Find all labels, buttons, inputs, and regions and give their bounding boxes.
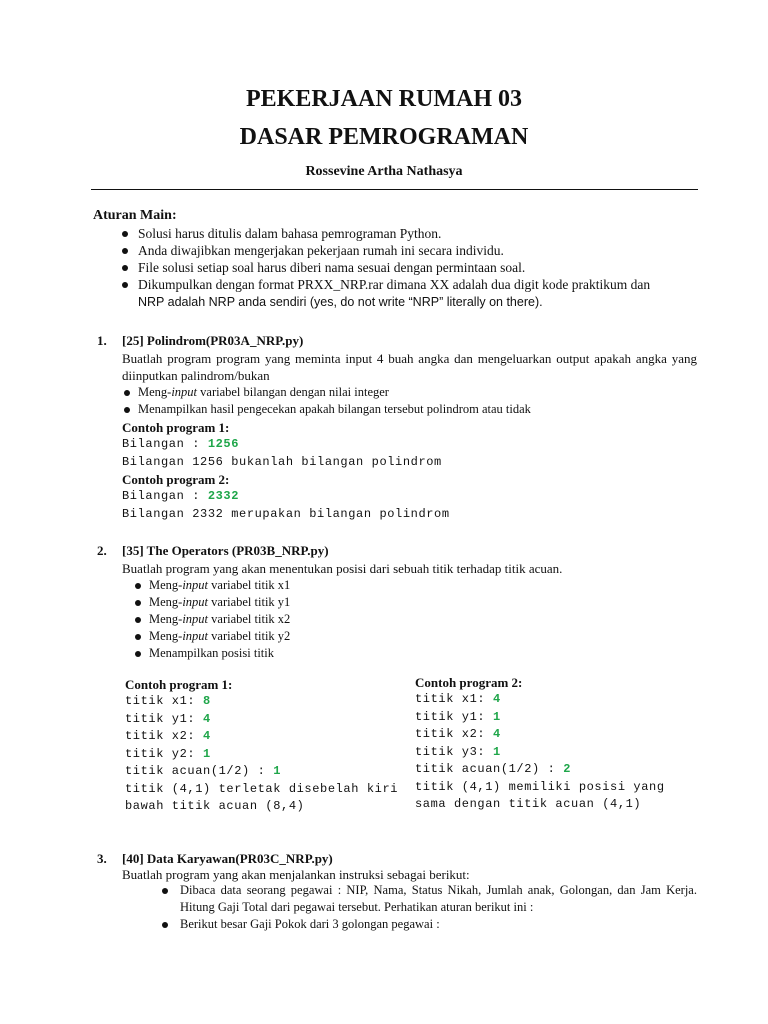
list-item: Menampilkan hasil pengecekan apakah bilangan tersebut polindrom atau tidak xyxy=(122,401,697,418)
bullet-icon xyxy=(135,651,141,657)
code-line: titik y1: 1 xyxy=(415,709,501,724)
bullet-icon xyxy=(122,231,128,237)
question-1-number: 1. xyxy=(97,333,107,348)
example-label: Contoh program 1: xyxy=(122,420,230,435)
input-value: 4 xyxy=(203,711,211,726)
question-2-title: [35] The Operators (PR03B_NRP.py) xyxy=(122,543,329,558)
code-line: Bilangan : 2332 xyxy=(122,489,240,503)
code-line: titik y1: 4 xyxy=(125,711,211,726)
code-line: Bilangan 2332 merupakan bilangan polindrom xyxy=(122,506,450,521)
input-value: 8 xyxy=(203,694,211,708)
bullet-icon xyxy=(135,600,141,606)
input-value: 1 xyxy=(203,746,211,761)
question-3-number: 3. xyxy=(97,851,107,866)
bullet-icon xyxy=(162,922,168,928)
list-item: Meng-input variabel titik y2 xyxy=(133,628,633,645)
bullet-icon xyxy=(124,407,130,413)
list-item: Dibaca data seorang pegawai : NIP, Nama, Status Nikah, Jumlah anak, Golongan, dan Jam Kerja. Hitung Gaji Total dari pegawai tersebut. Perhatikan aturan berikut ini : xyxy=(160,882,697,916)
rule-item: File solusi setiap soal harus diberi nama sesuai dengan permintaan soal. xyxy=(120,259,680,276)
question-2-bullets xyxy=(133,577,633,662)
list-item: Meng-input variabel titik y1 xyxy=(133,594,633,611)
code-line: titik x2: 4 xyxy=(415,727,501,741)
list-item: Meng-input variabel bilangan dengan nilai integer xyxy=(122,384,697,401)
question-2-example-2 xyxy=(415,674,695,814)
rule-item: Solusi harus ditulis dalam bahasa pemrograman Python. xyxy=(120,225,680,242)
question-1-description: Buatlah program program yang meminta input 4 buah angka dan mengeluarkan output apakah angka yang diinputkan palindrom/bukan xyxy=(122,351,697,383)
example-label: Contoh program 2: xyxy=(122,472,230,487)
code-line: Bilangan : 1256 xyxy=(122,437,240,451)
input-value: 2 xyxy=(563,762,572,776)
question-3-description: Buatlah program yang akan menjalankan instruksi sebagai berikut: xyxy=(122,867,470,882)
input-value: 4 xyxy=(203,729,211,743)
example-label: Contoh program 2: xyxy=(415,675,523,690)
input-value: 1 xyxy=(493,744,501,759)
code-line: bawah titik acuan (8,4) xyxy=(125,799,305,813)
document-subtitle: DASAR PEMROGRAMAN xyxy=(239,124,529,150)
question-2-example-1 xyxy=(125,676,405,816)
bullet-icon xyxy=(135,583,141,589)
input-value: 4 xyxy=(493,727,501,741)
code-line: titik x1: 8 xyxy=(125,694,211,708)
question-2-description: Buatlah program yang akan menentukan posisi dari sebuah titik terhadap titik acuan. xyxy=(122,561,563,576)
bullet-icon xyxy=(124,390,130,396)
bullet-icon xyxy=(122,282,128,288)
code-line: titik (4,1) memiliki posisi yang xyxy=(415,779,665,794)
input-value: 2332 xyxy=(207,489,240,503)
document-title: PEKERJAAN RUMAH 03 xyxy=(246,86,522,112)
rule-item-continuation: NRP adalah NRP anda sendiri (yes, do not write “NRP” literally on there). xyxy=(138,295,543,309)
list-item: Meng-input variabel titik x1 xyxy=(133,577,633,594)
bullet-icon xyxy=(135,617,141,623)
list-item: Menampilkan posisi titik xyxy=(133,645,633,662)
rules-heading: Aturan Main: xyxy=(93,208,177,223)
code-line: titik (4,1) terletak disebelah kiri xyxy=(125,781,399,796)
example-label: Contoh program 1: xyxy=(125,677,233,692)
question-1-bullets xyxy=(122,384,697,418)
code-line: titik acuan(1/2) : 1 xyxy=(125,764,282,778)
rules-list xyxy=(120,225,680,311)
code-line: titik acuan(1/2) : 2 xyxy=(415,762,572,776)
input-value: 1 xyxy=(273,764,282,778)
code-line: titik y2: 1 xyxy=(125,746,211,761)
question-1-examples xyxy=(122,419,697,523)
code-line: sama dengan titik acuan (4,1) xyxy=(415,797,642,811)
rule-item: Dikumpulkan dengan format PRXX_NRP.rar dimana XX adalah dua digit kode praktikum dan NRP adalah NRP anda sendiri (yes, do not write “NRP” literally on there). xyxy=(120,276,680,311)
bullet-icon xyxy=(122,265,128,271)
bullet-icon xyxy=(162,888,168,894)
question-2-number: 2. xyxy=(97,543,107,558)
code-line: titik y3: 1 xyxy=(415,744,501,759)
question-3-bullets xyxy=(160,882,697,933)
author-name: Rossevine Artha Nathasya xyxy=(305,164,463,179)
list-item: Berikut besar Gaji Pokok dari 3 golongan pegawai : xyxy=(160,916,697,933)
question-3-title: [40] Data Karyawan(PR03C_NRP.py) xyxy=(122,851,333,866)
question-1-title: [25] Polindrom(PR03A_NRP.py) xyxy=(122,333,304,348)
list-item: Meng-input variabel titik x2 xyxy=(133,611,633,628)
bullet-icon xyxy=(135,634,141,640)
code-line: titik x2: 4 xyxy=(125,729,211,743)
input-value: 1 xyxy=(493,709,501,724)
bullet-icon xyxy=(122,248,128,254)
code-line: Bilangan 1256 bukanlah bilangan polindrom xyxy=(122,454,442,469)
rule-item: Anda diwajibkan mengerjakan pekerjaan rumah ini secara individu. xyxy=(120,242,680,259)
input-value: 1256 xyxy=(207,437,240,451)
code-line: titik x1: 4 xyxy=(415,692,501,706)
header-divider xyxy=(91,189,698,190)
input-value: 4 xyxy=(493,692,501,706)
